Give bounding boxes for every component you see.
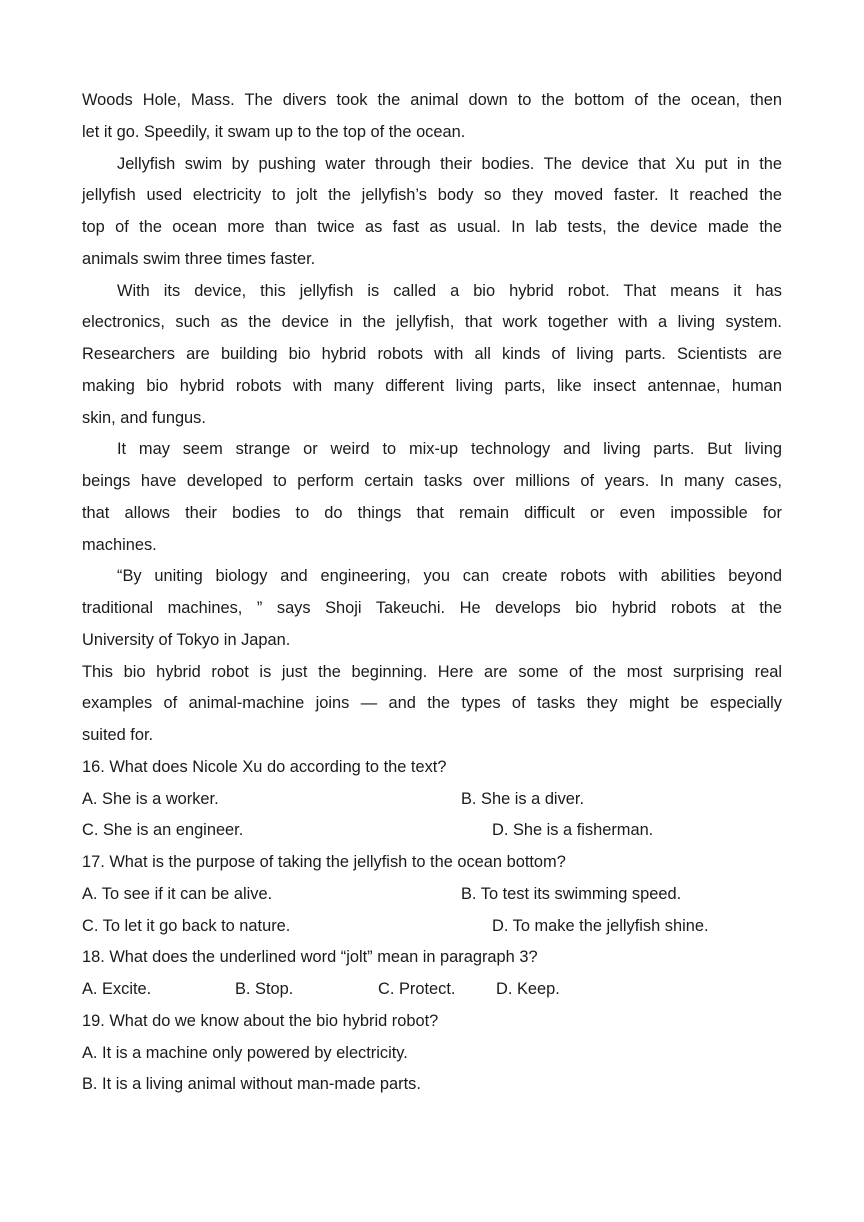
option-17-d: D. To make the jellyfish shine. xyxy=(492,916,709,935)
text-line: examples of animal-machine joins — and the types of tasks they might be especially xyxy=(82,694,782,713)
text-line: “By uniting biology and engineering, you can create robots with abilities beyond xyxy=(117,567,782,586)
question-18-options-row xyxy=(82,974,782,1006)
question-17-stem: 17. What is the purpose of taking the jellyfish to the ocean bottom? xyxy=(82,853,566,871)
text-line: skin, and fungus. xyxy=(82,408,206,427)
text-line: making bio hybrid robots with many different living parts, like insect antennae, human xyxy=(82,376,782,395)
text-line: Jellyfish swim by pushing water through their bodies. The device that Xu put in the xyxy=(117,154,782,173)
option-18-d: D. Keep. xyxy=(496,980,560,998)
text-line: top of the ocean more than twice as fast as usual. In lab tests, the device made the xyxy=(82,218,782,236)
text-line: machines. xyxy=(82,535,157,554)
text-line: University of Tokyo in Japan. xyxy=(82,630,291,649)
option-16-a: A. She is a worker. xyxy=(82,789,219,808)
text-line: It may seem strange or weird to mix-up technology and living parts. But living xyxy=(117,440,782,459)
option-18-c: C. Protect. xyxy=(378,980,456,998)
option-18-a: A. Excite. xyxy=(82,980,152,998)
text-line: animals swim three times faster. xyxy=(82,249,316,268)
text-line: let it go. Speedily, it swam up to the top of the ocean. xyxy=(82,122,466,141)
option-19-b: B. It is a living animal without man-made parts. xyxy=(82,1075,421,1094)
document-body xyxy=(82,85,782,1101)
text-line: jellyfish used electricity to jolt the jellyfish’s body so they moved faster. It reached the xyxy=(82,186,782,205)
question-17-options-row2 xyxy=(82,911,782,943)
text-line: This bio hybrid robot is just the beginning. Here are some of the most surprising real xyxy=(82,662,782,681)
text-line: suited for. xyxy=(82,726,154,744)
question-18-stem: 18. What does the underlined word “jolt” mean in paragraph 3? xyxy=(82,948,538,967)
question-16-stem: 16. What does Nicole Xu do according to the text? xyxy=(82,757,447,776)
option-18-b: B. Stop. xyxy=(235,980,294,998)
option-16-b: B. She is a diver. xyxy=(461,789,584,808)
option-17-b: B. To test its swimming speed. xyxy=(461,884,682,903)
question-17-options-row1 xyxy=(82,879,782,911)
text-line: With its device, this jellyfish is called a bio hybrid robot. That means it has xyxy=(117,281,782,300)
text-line: Woods Hole, Mass. The divers took the animal down to the bottom of the ocean, then xyxy=(82,91,782,109)
option-17-c: C. To let it go back to nature. xyxy=(82,916,291,935)
question-16-options-row2 xyxy=(82,815,782,847)
text-line: electronics, such as the device in the jellyfish, that work together with a living system. xyxy=(82,313,782,332)
option-19-a: A. It is a machine only powered by electricity. xyxy=(82,1043,408,1062)
question-16-options-row1 xyxy=(82,784,782,816)
text-line: beings have developed to perform certain tasks over millions of years. In many cases, xyxy=(82,472,782,490)
option-17-a: A. To see if it can be alive. xyxy=(82,884,273,903)
text-line: traditional machines, ” says Shoji Takeuchi. He develops bio hybrid robots at the xyxy=(82,599,782,617)
option-16-c: C. She is an engineer. xyxy=(82,821,244,840)
question-19-stem: 19. What do we know about the bio hybrid robot? xyxy=(82,1011,439,1030)
text-line: Researchers are building bio hybrid robots with all kinds of living parts. Scientists are xyxy=(82,345,782,363)
option-16-d: D. She is a fisherman. xyxy=(492,821,654,840)
text-line: that allows their bodies to do things that remain difficult or even impossible for xyxy=(82,503,782,522)
